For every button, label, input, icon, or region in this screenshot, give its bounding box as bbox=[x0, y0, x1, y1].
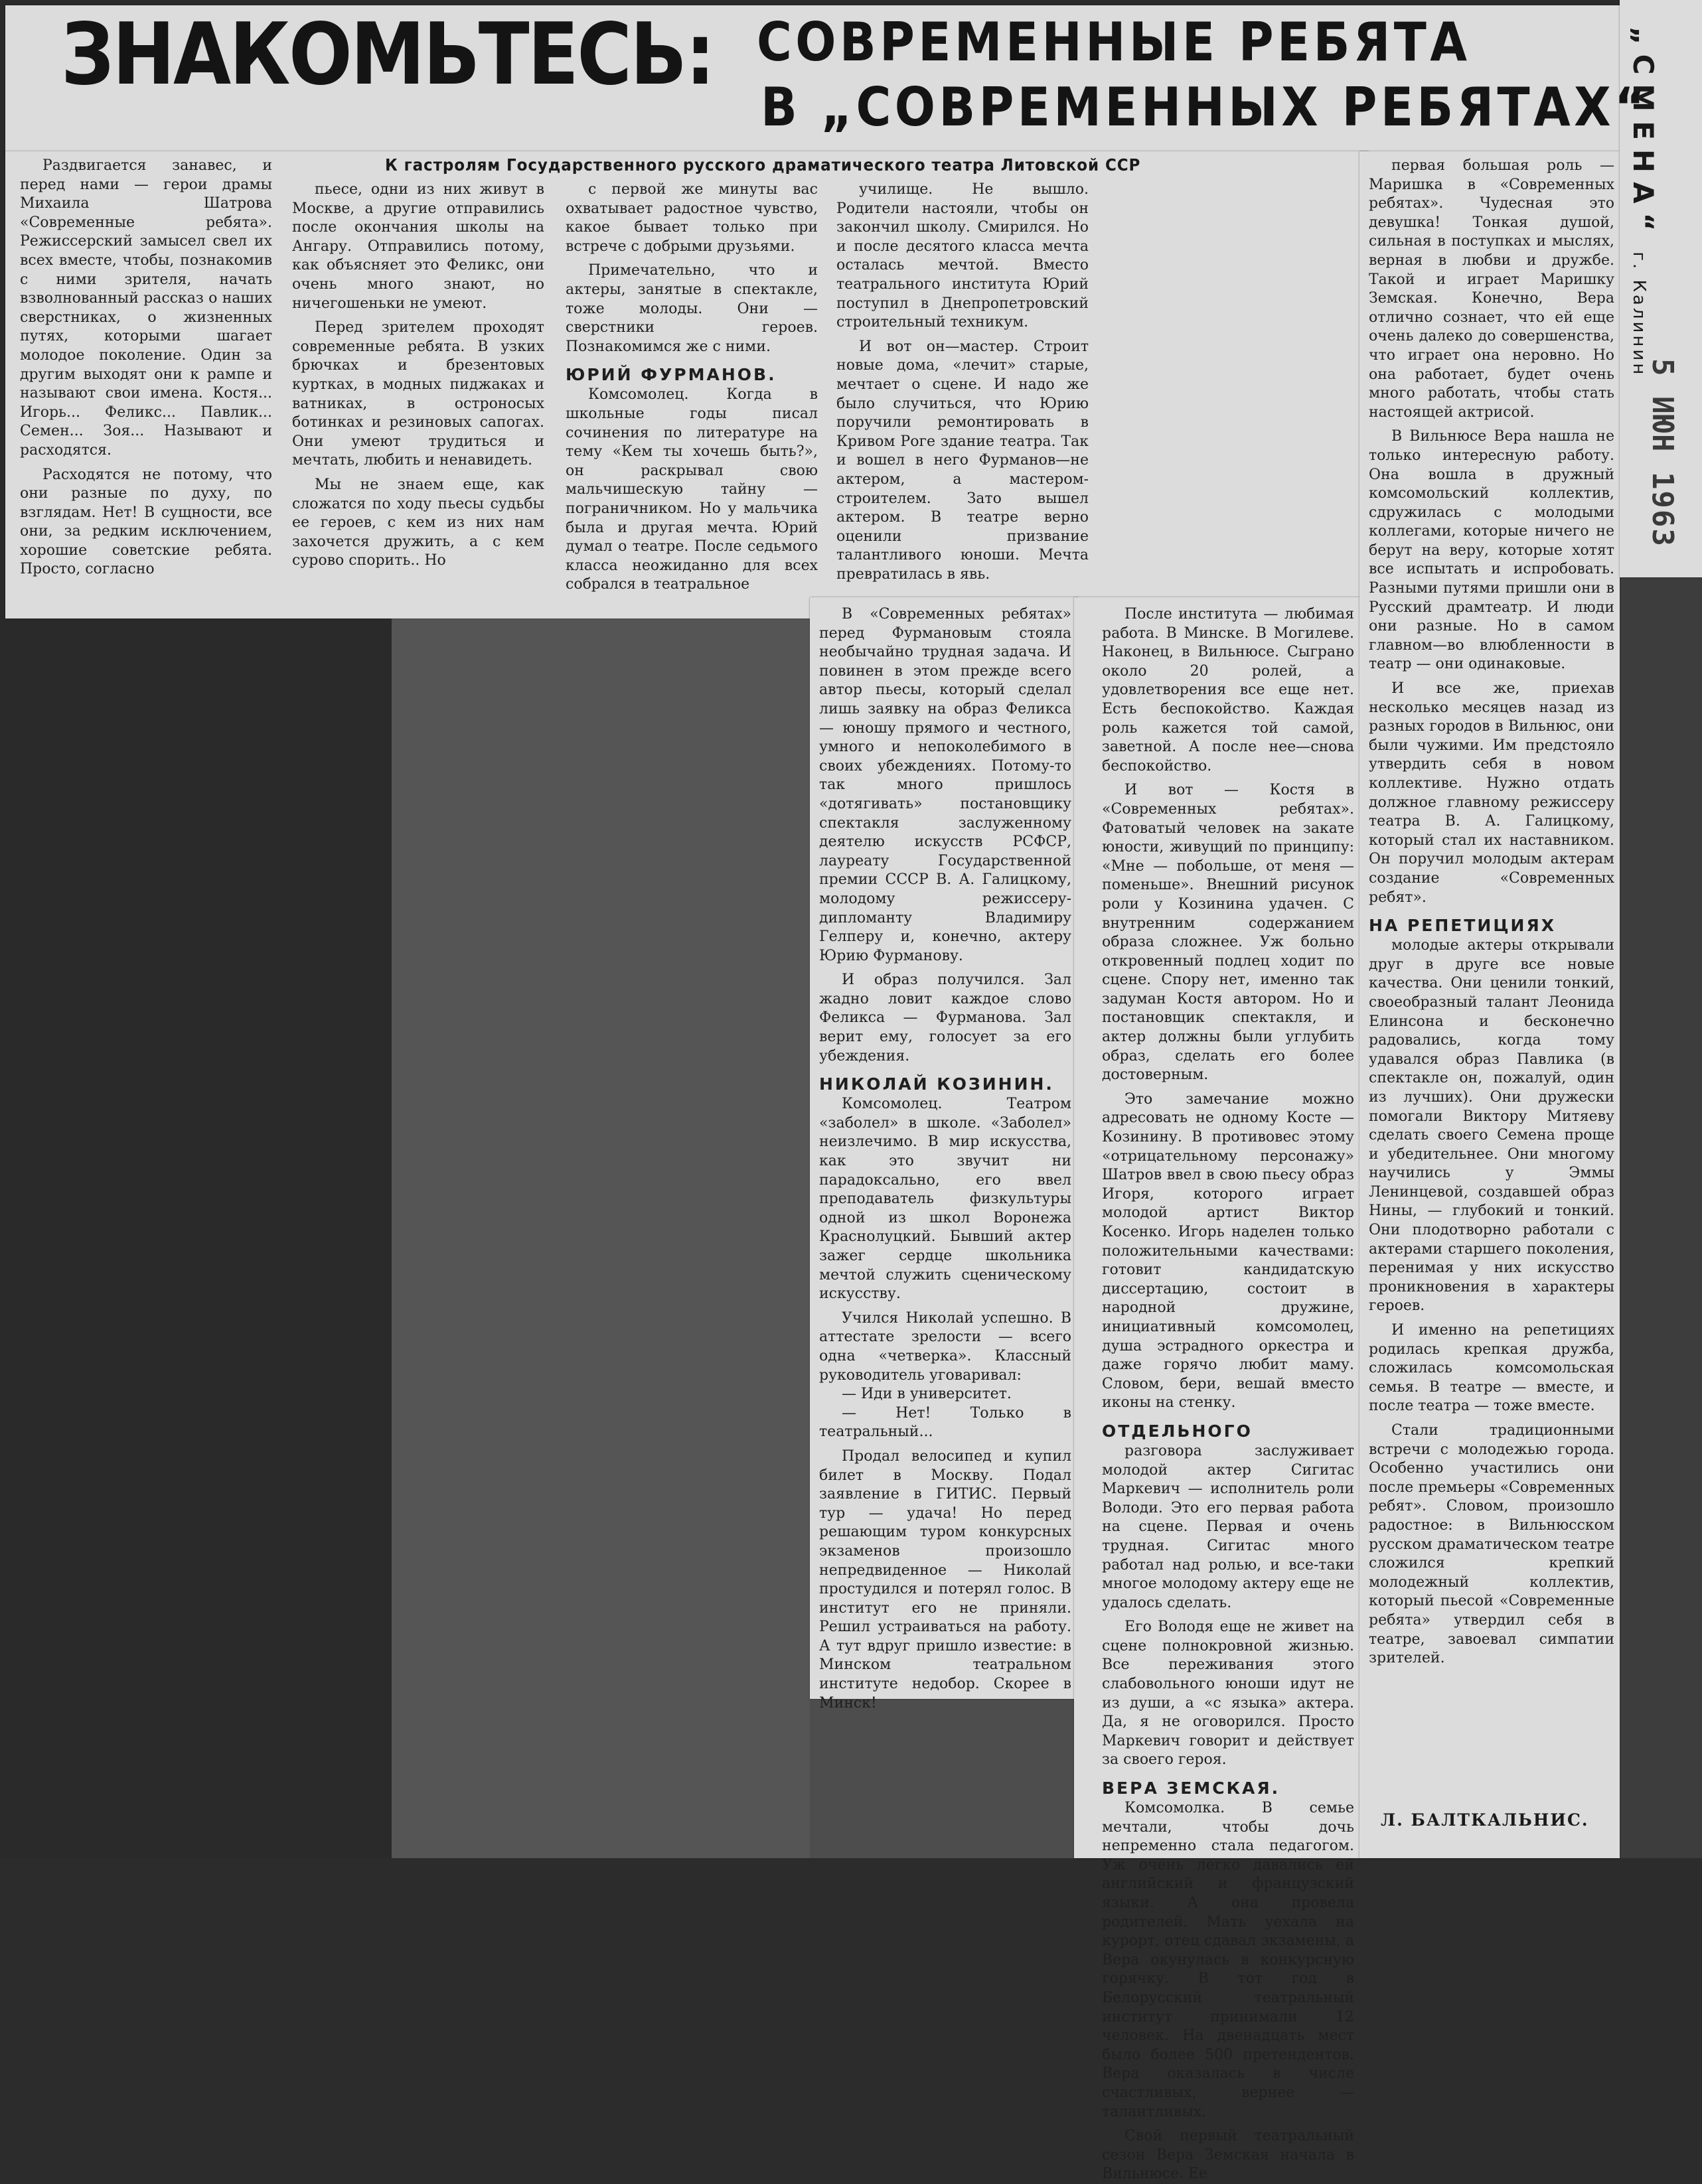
paragraph: Комсомолец. Когда в школьные годы писал сочинения по литературе на тему «Кем ты хочешь быть?», он раскрывал свою мальчишескую тайну — пограничником. Но у мальчика была и другая мечта. Юрий думал о театре. После седьмого класса неожиданно для всех собрался в театральное bbox=[566, 386, 818, 593]
paragraph: Это замечание можно адресовать не одному Косте — Козинину. В противовес этому «отрицательному персонажу» Шатров ввел в свою пьесу образ Игоря, которого играет молодой артист Виктор Косенко. Игорь наделен только положительными качествами: готовит кандидатскую диссертацию, состоит в народной дружине, инициативный комсомолец, душа эстрадного оркестра и даже горячо любит маму. Словом, бери, вешай вместо иконы на стенку. bbox=[1102, 1090, 1354, 1412]
author-signature: Л. БАЛТКАЛЬНИС. bbox=[1381, 1810, 1589, 1830]
paragraph: разговора заслуживает молодой актер Сигитас Маркевич — исполнитель роли Володи. Это его первая работа на сцене. Первая и очень трудная. Сигитас много работал над ролью, и все-таки многое молодому актеру еще не удалось сделать. bbox=[1102, 1442, 1354, 1611]
paragraph: Раздвигается занавес, и перед нами — герои драмы Михаила Шатрова «Современные ребята». Режиссерский замысел свел их всех вместе, чтобы, познакомив с ними зрителя, начать взволнованный рассказ о наших сверстниках, о жизненных путях, которыми шагает молодое поколение. Один за другим выходят они к рампе и называют свои имена. Костя... Игорь... Феликс... Павлик... Семен... Зоя... Называют и расходятся. bbox=[20, 157, 272, 459]
paragraph: Перед зрителем проходят современные ребята. В узких брючках и брезентовых куртках, в модных пиджаках и ватниках, в остроносых ботинках и резиновых сапогах. Они умеют трудиться и мечтать, любить и ненавидеть. bbox=[292, 319, 544, 469]
paragraph: И образ получился. Зал жадно ловит каждое слово Феликса — Фурманова. Зал верит ему, голосует за его убеждения. bbox=[819, 972, 1071, 1064]
headline-main: ЗНАКОМЬТЕСЬ: bbox=[61, 5, 714, 104]
actor-name-zemskaya: ВЕРА ЗЕМСКАЯ. bbox=[1102, 1779, 1280, 1798]
paragraph: И вот он—мастер. Строит новые дома, «лечит» старые, мечтает о сцене. И надо же было случиться, что Юрию поручили ремонтировать в Кривом Роге здание театра. Так и вошел в него Фурманов—не актером, а мастером-строителем. Зато вышел актером. В театре верно оценили призвание талантливого юноши. Мечта превратилась в явь. bbox=[836, 338, 1089, 583]
headline-sub-line-1: СОВРЕМЕННЫЕ РЕБЯТА bbox=[757, 11, 1471, 73]
column-middle-lower bbox=[819, 605, 1071, 1711]
paragraph: В Вильнюсе Вера нашла не только интересную работу. Она вошла в дружный комсомольский коллектив, сдружилась с молодыми коллегами, которые ничего не берут на веру, которые хотят все испытать и испробовать. Разными путями пришли они в Русский драмтеатр. И люди они разные. Но в самом главном—во влюбленности в театр — они одинаковые. bbox=[1369, 428, 1614, 673]
paragraph: молодые актеры открывали друг в друге все новые качества. Они ценили тонкий, своеобразный талант Леонида Елинсона и бесконечно радовались, когда тому удавался образ Павлика (в спектакле он, пожалуй, один из лучших). Они дружески помогали Виктору Митяеву сделать своего Семена проще и убедительнее. Они многому научились у Эммы Ленинцевой, создавшей образ Нины, — глубокий и тонкий. Они плодотворно работали с актерами старшего поколения, перенимая у них искусство проникновения в характеры героев. bbox=[1369, 937, 1614, 1315]
paragraph: И именно на репетициях родилась крепкая дружба, сложилась комсомольская семья. В театре — вместе, и после театра — тоже вместе. bbox=[1369, 1322, 1614, 1415]
column-3-upper bbox=[566, 181, 818, 599]
paragraph: В «Современных ребятах» перед Фурмановым стояла необычайно трудная задача. И повинен в этом прежде всего автор пьесы, который сделал лишь заявку на образ Феликса — юношу прямого и честного, умного и непоколебимого в своих убеждениях. Потому-то так много пришлось «дотягивать» постановщику спектакля заслуженному деятелю искусств РСФСР, лауреату Государственной премии СССР В. А. Галицкому, молодому режиссеру-дипломанту Владимиру Гелперу и, конечно, актеру Юрию Фурманову. bbox=[819, 606, 1071, 964]
section-lead-markevich: ОТДЕЛЬНОГО bbox=[1102, 1421, 1253, 1441]
actor-name-furmanov: ЮРИЙ ФУРМАНОВ. bbox=[566, 365, 777, 385]
date-stamp: 5 ИЮН 1963 bbox=[1646, 358, 1679, 547]
column-5 bbox=[1369, 157, 1614, 1806]
paragraph: Комсомолец. Театром «заболел» в школе. «Заболел» неизлечимо. В мир искусства, как это звучит ни парадоксально, его ввел преподаватель физкультуры одной из школ Воронежа Краснолуцкий. Бывший актер зажег сердце школьника мечтой служить сценическому искусству. bbox=[819, 1096, 1071, 1303]
paragraph: — Нет! Только в театральный... bbox=[819, 1404, 1071, 1441]
paragraph: Свой первый театральный сезон Вера Земская начала в Вильнюсе. Ее bbox=[1102, 2128, 1354, 2183]
paragraph: Учился Николай успешно. В аттестате зрелости — всего одна «четверка». Классный руководитель уговаривал: bbox=[819, 1309, 1071, 1384]
headline-sub-line-2: В „СОВРЕМЕННЫХ РЕБЯТАХ“ bbox=[761, 76, 1650, 138]
paragraph: первая большая роль — Маришка в «Современных ребятах». Чудесная это девушка! Тонкая душой, сильная в поступках и мыслях, верная в любви и дружбе. Такой и играет Маришку Земская. Конечно, Вера отлично сознает, что ей еще очень далеко до совершенства, что играет она неровно. Но она работает, будет очень много работать, чтобы стать настоящей актрисой. bbox=[1369, 157, 1614, 421]
column-4-upper bbox=[836, 181, 1089, 599]
actor-name-kozinin: НИКОЛАЙ КОЗИНИН. bbox=[819, 1074, 1054, 1094]
paragraph: Мы не знаем еще, как сложатся по ходу пьесы судьбы ее героев, с кем из них нам захочется дружить, а с кем сурово спорить.. Но bbox=[292, 476, 544, 569]
paragraph: училище. Не вышло. Родители настояли, чтобы он закончил школу. Смирился. Но и после десятого класса мечта осталась мечтой. Вместо театрального института Юрий поступил в Днепропетровский строительный техникум. bbox=[836, 181, 1089, 331]
paragraph: Продал велосипед и купил билет в Москву. Подал заявление в ГИТИС. Первый тур — удача! Но перед решающим туром конкурсных экзаменов произошло непредвиденное — Николай простудился и потерял голос. В институт его не приняли. Решил устраиваться на работу. А тут вдруг пришло известие: в Минском театральном институте недобор. Скорее в Минск! bbox=[819, 1447, 1071, 1711]
paragraph: Примечательно, что и актеры, занятые в спектакле, тоже молоды. Они — сверстники героев. Познакомимся же с ними. bbox=[566, 262, 818, 355]
column-4-lower bbox=[1102, 605, 1354, 2183]
paragraph: пьесе, одни из них живут в Москве, а другие отправились после окончания школы на Ангару. Отправились потому, как объясняет это Феликс, они очень много знают, но ничегошеньки не умеют. bbox=[292, 181, 544, 312]
paragraph: И все же, приехав несколько месяцев назад из разных городов в Вильнюс, они были чужими. Им предстояло утвердить себя в новом коллективе. Нужно отдать должное главному режиссеру театра В. А. Галицкому, который стал их наставником. Он поручил молодым актерам создание «Современных ребят». bbox=[1369, 680, 1614, 906]
paragraph: Комсомолка. В семье мечтали, чтобы дочь непременно стала педагогом. Уж очень легко давались ей английский и французский языки. А она провела родителей. Мать уехала на курорт, отец сдавал экзамены, а Вера окунулась в конкурсную горячку. В тот год в Белорусский театральный институт принимали 12 человек. На двенадцать мест было более 500 претендентов. Вера оказалась в числе счастливых, вернее — талантливых. bbox=[1102, 1800, 1354, 2120]
column-2 bbox=[292, 181, 544, 605]
paragraph: — Иди в университет. bbox=[842, 1386, 1012, 1403]
paragraph: И вот — Костя в «Современных ребятах». Фатоватый человек на закате юности, живущий по принципу: «Мне — побольше, от меня — поменьше». Внешний рисунок роли у Козинина удачен. С внутренним содержанием образа сложнее. Уж больно откровенный подлец ходит по сцене. Спору нет, именно так задуман Костя автором. Но и постановщик спектакля, и актер должны были углубить образ, сделать его более достоверным. bbox=[1102, 782, 1354, 1084]
paragraph: После института — любимая работа. В Минске. В Могилеве. Наконец, в Вильнюсе. Сыграно около 20 ролей, а удовлетворения все еще нет. Есть беспокойство. Каждая роль кажется той самой, заветной. А после нее—снова беспокойство. bbox=[1102, 606, 1354, 774]
masthead-stamp bbox=[1627, 27, 1660, 377]
column-1 bbox=[20, 157, 272, 615]
section-lead-rehearsals: НА РЕПЕТИЦИЯХ bbox=[1369, 916, 1556, 936]
paragraph: с первой же минуты вас охватывает радостное чувство, какое бывает только при встрече с добрыми друзьями. bbox=[566, 181, 818, 255]
paragraph: Стали традиционными встречи с молодежью города. Особенно участились они после премьеры «Современных ребят». Словом, произошло радостное: в Вильнюсском русском драматическом театре сложился крепкий молодежный коллектив, который пьесой «Современные ребята» утвердил себя в театре, завоевал симпатии зрителей. bbox=[1369, 1422, 1614, 1667]
paragraph: Расходятся не потому, что они разные по духу, по взглядам. Нет! В сущности, все они, за редким исключением, хорошие советские ребята. Просто, согласно bbox=[20, 466, 272, 578]
publication-name: „СМЕНА“ bbox=[1627, 27, 1660, 241]
publication-city: г. Калинин bbox=[1629, 252, 1649, 378]
paragraph: Его Володя еще не живет на сцене полнокровной жизнью. Все переживания этого слабовольного юноши идут не из души, а «с языка» актера. Да, я не оговорился. Просто Маркевич говорит и действует за своего героя. bbox=[1102, 1619, 1354, 1769]
subheadline: К гастролям Государственного русского драматического театра Литовской ССР bbox=[385, 155, 1141, 175]
